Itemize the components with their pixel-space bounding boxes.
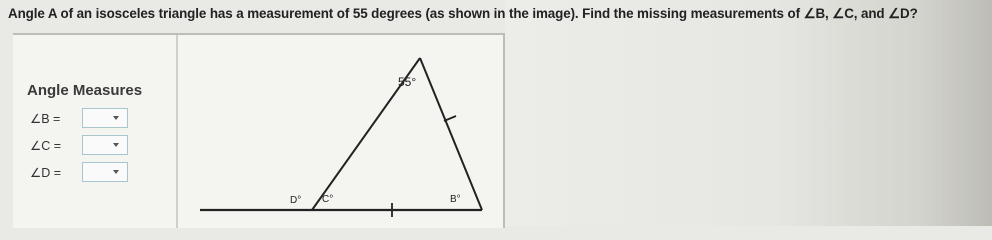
angle-c-label: ∠C = bbox=[30, 138, 62, 153]
angle-c-diagram-label: C° bbox=[322, 194, 334, 205]
angle-b-label: ∠B = bbox=[30, 111, 61, 126]
congruence-tick-right bbox=[444, 116, 456, 121]
angle-d-label: ∠D = bbox=[30, 165, 62, 180]
angle-d-diagram-label: D° bbox=[290, 195, 302, 206]
angle-measures-title: Angle Measures bbox=[27, 82, 143, 99]
question-text: Angle A of an isosceles triangle has a measurement of 55 degrees (as shown in the image). Find the missing measurements of ∠B, ∠C, and ∠D? bbox=[8, 6, 918, 21]
triangle-side-right bbox=[420, 58, 482, 210]
angle-a-label: 55° bbox=[398, 75, 417, 89]
angle-b-diagram-label: B° bbox=[450, 194, 461, 205]
